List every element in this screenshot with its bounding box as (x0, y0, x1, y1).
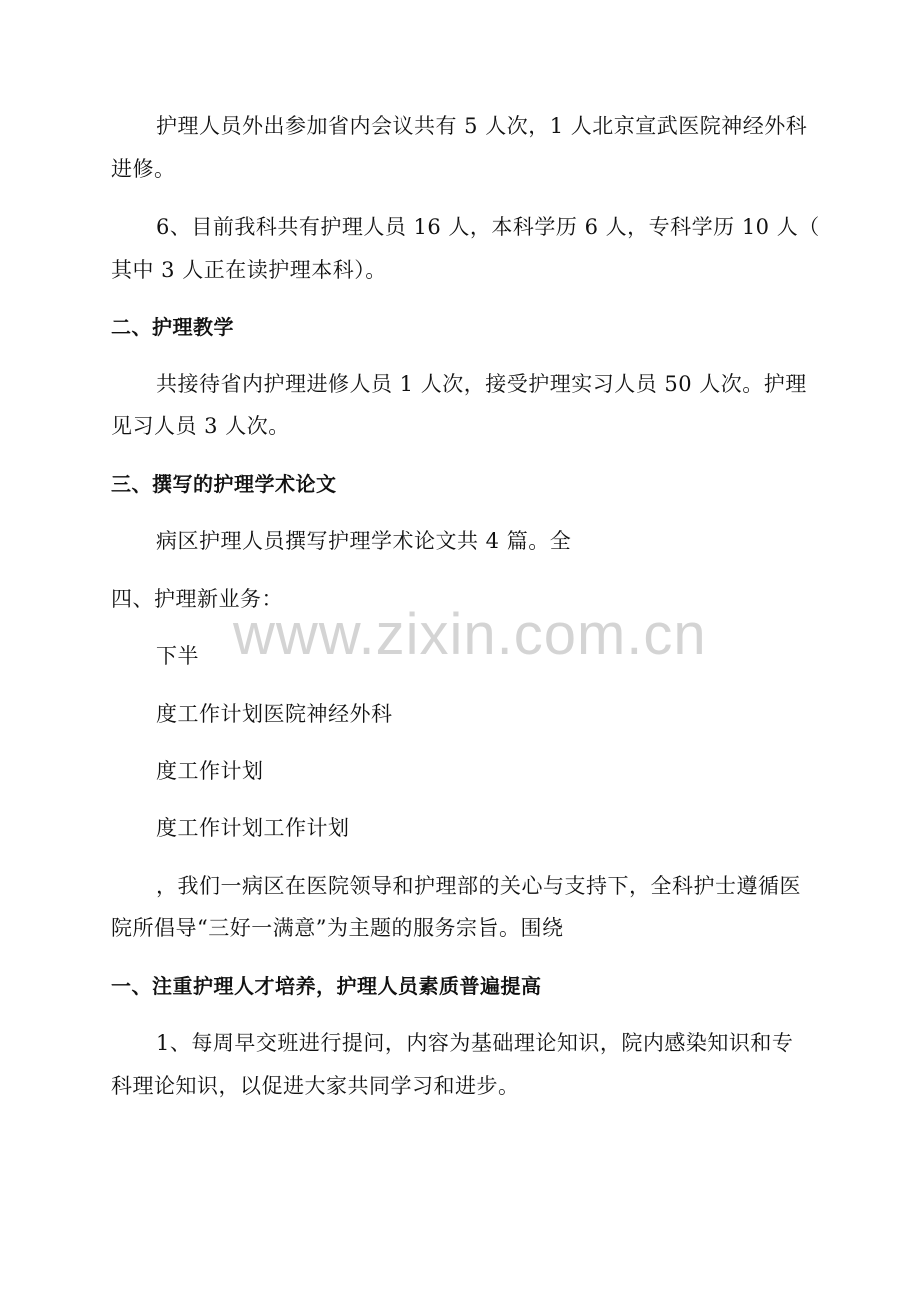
paragraph-line: 病区护理人员撰写护理学术论文共 4 篇。全 (156, 529, 572, 553)
paragraph-line: 1、每周早交班进行提问，内容为基础理论知识，院内感染知识和专 (156, 1031, 794, 1055)
section-heading: 一、注重护理人才培养，护理人员素质普遍提高 (111, 974, 542, 998)
paragraph-line: 科理论知识，以促进大家共同学习和进步。 (111, 1074, 520, 1098)
section-heading: 四、护理新业务： (111, 587, 283, 611)
watermark: www.zixin.com.cn (233, 602, 707, 667)
paragraph-line: 院所倡导“三好一满意”为主题的服务宗旨。围绕 (111, 916, 564, 940)
paragraph-line: 6、目前我科共有护理人员 16 人，本科学历 6 人，专科学历 10 人（ (156, 215, 820, 239)
paragraph-line: 其中 3 人正在读护理本科）。 (111, 258, 387, 282)
paragraph-line: 共接待省内护理进修人员 1 人次，接受护理实习人员 50 人次。护理 (156, 372, 807, 396)
paragraph-line: 下半 (156, 644, 199, 668)
paragraph-line: 度工作计划工作计划 (156, 816, 350, 840)
section-heading: 三、撰写的护理学术论文 (111, 472, 337, 496)
paragraph-line: 度工作计划 (156, 759, 264, 783)
paragraph-line: 见习人员 3 人次。 (111, 414, 290, 438)
section-heading: 二、护理教学 (111, 315, 234, 339)
paragraph-line: 进修。 (111, 157, 176, 181)
paragraph-line: ，我们一病区在医院领导和护理部的关心与支持下，全科护士遵循医 (156, 874, 801, 898)
paragraph-line: 度工作计划医院神经外科 (156, 702, 393, 726)
paragraph-line: 护理人员外出参加省内会议共有 5 人次，1 人北京宣武医院神经外科 (156, 114, 808, 138)
